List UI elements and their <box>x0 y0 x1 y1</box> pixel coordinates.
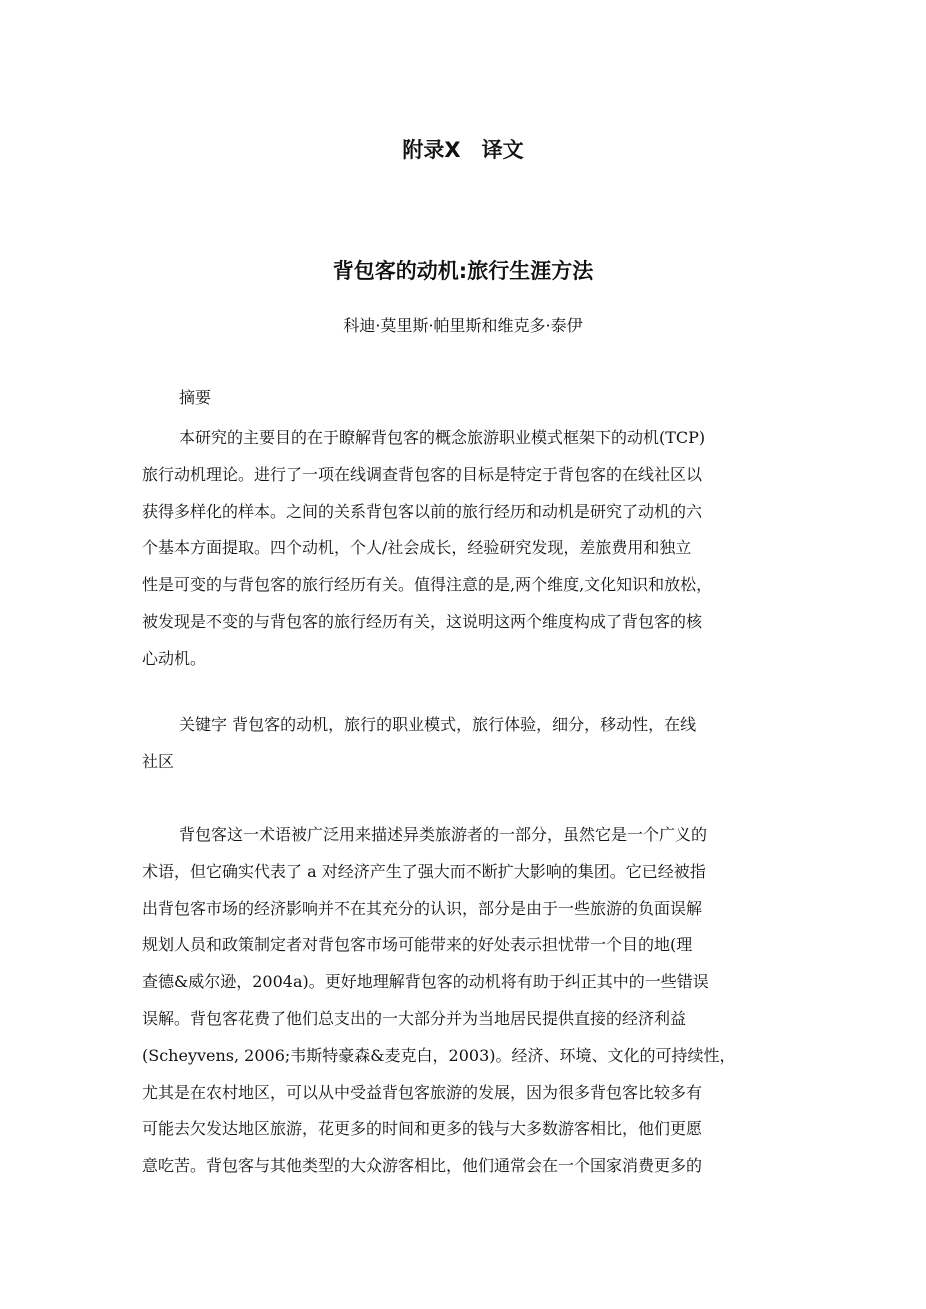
body-line: 误解。背包客花费了他们总支出的一大部分并为当地居民提供直接的经济利益 <box>142 1008 687 1028</box>
body-line: (Scheyvens, 2006;韦斯特豪森&麦克白，2003)。经济、环境、文化的可持续性， <box>142 1045 736 1065</box>
keywords-line: 社区 <box>142 751 175 771</box>
abstract-line: 获得多样化的样本。之间的关系背包客以前的旅行经历和动机是研究了动机的六 <box>142 501 703 521</box>
body-line: 尤其是在农村地区，可以从中受益背包客旅游的发展，因为很多背包客比较多有 <box>142 1082 703 1102</box>
abstract-heading: 摘要 <box>179 388 212 407</box>
abstract-line: 心动机。 <box>142 648 207 668</box>
abstract-line: 性是可变的与背包客的旅行经历有关。值得注意的是,两个维度,文化知识和放松， <box>142 575 713 595</box>
article-authors: 科迪·莫里斯·帕里斯和维克多·泰伊 <box>343 316 583 335</box>
abstract-line: 旅行动机理论。进行了一项在线调查背包客的目标是特定于背包客的在线社区以 <box>142 464 703 484</box>
abstract-paragraph <box>142 420 788 678</box>
body-line: 可能去欠发达地区旅游，花更多的时间和更多的钱与大多数游客相比，他们更愿 <box>142 1119 703 1139</box>
abstract-line: 个基本方面提取。四个动机，个人/社会成长，经验研究发现，差旅费用和独立 <box>142 538 692 558</box>
body-line: 出背包客市场的经济影响并不在其充分的认识，部分是由于一些旅游的负面误解 <box>142 898 703 918</box>
article-title: 背包客的动机:旅行生涯方法 <box>332 259 594 283</box>
appendix-title: 附录X 译文 <box>402 138 524 162</box>
body-line: 规划人员和政策制定者对背包客市场可能带来的好处表示担忧带一个目的地(理 <box>142 935 693 955</box>
keywords-line: 关键字 背包客的动机，旅行的职业模式，旅行体验，细分，移动性，在线 <box>179 715 697 734</box>
body-line: 术语，但它确实代表了 a 对经济产生了强大而不断扩大影响的集团。它已经被指 <box>142 861 706 881</box>
keywords-paragraph <box>142 707 788 781</box>
abstract-line: 本研究的主要目的在于瞭解背包客的概念旅游职业模式框架下的动机(TCP) <box>179 428 706 447</box>
abstract-line: 被发现是不变的与背包客的旅行经历有关，这说明这两个维度构成了背包客的核 <box>142 611 703 631</box>
body-line: 查德&威尔逊，2004a)。更好地理解背包客的动机将有助于纠正其中的一些错误 <box>142 972 709 992</box>
body-line: 意吃苦。背包客与其他类型的大众游客相比，他们通常会在一个国家消费更多的 <box>142 1156 703 1176</box>
body-line: 背包客这一术语被广泛用来描述异类旅游者的一部分，虽然它是一个广义的 <box>179 825 708 844</box>
body-paragraph <box>142 817 788 1185</box>
